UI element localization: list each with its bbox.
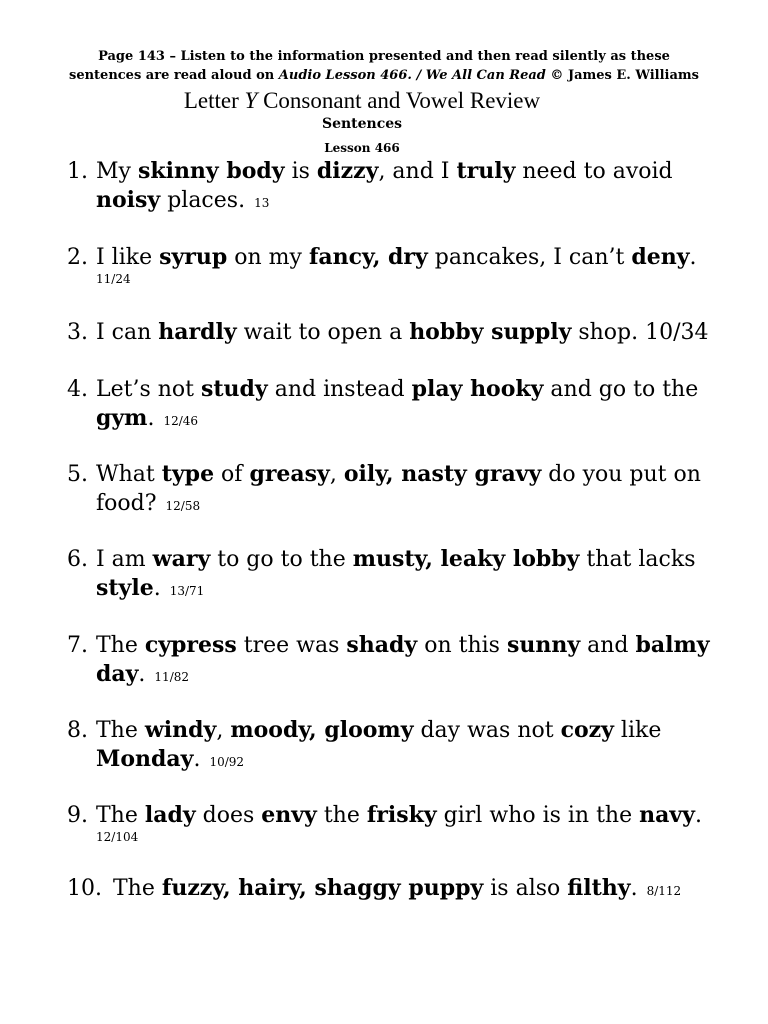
sentence-fragment: The bbox=[96, 633, 145, 658]
sentence-fragment: My bbox=[96, 159, 138, 184]
page-header bbox=[0, 47, 768, 85]
sentence-text bbox=[96, 460, 701, 521]
sentence-fragment: the bbox=[316, 803, 367, 828]
sentence-fragment: . bbox=[193, 747, 201, 772]
sentence-number: 1. bbox=[67, 159, 88, 184]
sentence-line bbox=[96, 545, 696, 574]
sentence-fragment: and go to the bbox=[543, 377, 699, 402]
sentence-line bbox=[96, 745, 661, 777]
bold-word: fuzzy, hairy, shaggy puppy bbox=[161, 875, 484, 901]
bold-word: frisky bbox=[366, 802, 437, 828]
sentence-number: 6. bbox=[67, 547, 88, 572]
bold-word: hobby supply bbox=[409, 319, 572, 345]
title-letter: Y bbox=[244, 88, 258, 113]
sentence-fragment: . bbox=[153, 576, 161, 601]
sentence-fragment: do you put on bbox=[541, 462, 701, 487]
bold-word: fancy, dry bbox=[308, 244, 428, 270]
bold-word: balmy bbox=[635, 632, 710, 658]
title-suffix: Consonant and Vowel Review bbox=[263, 88, 541, 113]
sentence-line bbox=[96, 375, 698, 404]
bold-word: syrup bbox=[159, 244, 228, 270]
sentence-number: 9. bbox=[67, 803, 88, 828]
sentence-text bbox=[96, 157, 673, 218]
sentence-fragment: on this bbox=[417, 633, 507, 658]
sentence-line bbox=[96, 631, 710, 660]
sentence-fragment: of bbox=[214, 462, 250, 487]
sentence-text bbox=[96, 716, 661, 777]
bold-word: deny bbox=[631, 244, 690, 270]
header-line-2 bbox=[0, 66, 768, 85]
sentence-text bbox=[96, 318, 709, 347]
word-count: 10/34 bbox=[645, 320, 709, 345]
sentence-fragment: and instead bbox=[267, 377, 412, 402]
bold-word: greasy bbox=[249, 461, 330, 487]
bold-word: navy bbox=[639, 802, 695, 828]
sentence-fragment: need to avoid bbox=[515, 159, 673, 184]
title-prefix: Letter bbox=[183, 88, 239, 113]
sentence-line bbox=[96, 716, 661, 745]
sentence-fragment: on my bbox=[227, 245, 309, 270]
sentence-fragment: and bbox=[580, 633, 636, 658]
sentence-fragment: pancakes, I can’t bbox=[427, 245, 632, 270]
sentence-line bbox=[96, 404, 698, 436]
sentence-fragment: shop. bbox=[571, 320, 639, 345]
bold-word: cozy bbox=[560, 717, 614, 743]
bold-word: cypress bbox=[144, 632, 237, 658]
bold-word: truly bbox=[456, 158, 516, 184]
sentence-fragment: day was not bbox=[413, 718, 561, 743]
bold-word: play hooky bbox=[411, 376, 544, 402]
sentence-line bbox=[113, 874, 681, 906]
sentence-fragment: I am bbox=[96, 547, 153, 572]
sentence-fragment: is bbox=[284, 159, 317, 184]
sentence-line bbox=[96, 243, 697, 272]
sentence-fragment: The bbox=[96, 803, 145, 828]
sentence-number: 8. bbox=[67, 718, 88, 743]
bold-word: noisy bbox=[96, 187, 161, 213]
word-count: 13/71 bbox=[169, 584, 205, 598]
bold-word: moody, gloomy bbox=[230, 717, 414, 743]
sentence-line bbox=[96, 186, 673, 218]
sentence-fragment: . bbox=[689, 245, 697, 270]
sentence-fragment: The bbox=[113, 876, 162, 901]
sentence-fragment: . bbox=[694, 803, 702, 828]
bold-word: sunny bbox=[506, 632, 581, 658]
bold-word: Monday bbox=[96, 746, 194, 772]
sentence-fragment: The bbox=[96, 718, 145, 743]
bold-word: musty, leaky lobby bbox=[352, 546, 580, 572]
sentence-fragment: , bbox=[329, 462, 344, 487]
word-count: 12/46 bbox=[163, 414, 199, 428]
sentence-fragment: to go to the bbox=[210, 547, 353, 572]
header-line-2-start: sentences are read aloud on bbox=[69, 68, 275, 83]
sentence-line bbox=[96, 660, 710, 692]
sentence-text bbox=[113, 874, 681, 906]
word-count: 12/58 bbox=[165, 499, 201, 513]
sentence-fragment: , bbox=[216, 718, 231, 743]
sentence-fragment: , and I bbox=[378, 159, 457, 184]
sentence-number: 7. bbox=[67, 633, 88, 658]
bold-word: windy bbox=[144, 717, 217, 743]
sentence-number: 2. bbox=[67, 245, 88, 270]
sentence-fragment: Let’s not bbox=[96, 377, 201, 402]
word-count: 11/82 bbox=[154, 670, 190, 684]
sentence-line bbox=[96, 801, 702, 830]
sentence-text bbox=[96, 375, 698, 436]
sentence-text bbox=[96, 545, 696, 606]
sentence-line bbox=[96, 574, 696, 606]
sentence-fragment: is also bbox=[483, 876, 568, 901]
sentence-fragment: . bbox=[138, 662, 146, 687]
sentence-line bbox=[96, 318, 709, 347]
sentence-fragment: tree was bbox=[236, 633, 347, 658]
word-count: 13 bbox=[254, 196, 270, 210]
sentence-number: 10. bbox=[67, 876, 102, 901]
sentence-fragment: What bbox=[96, 462, 162, 487]
sentence-number: 3. bbox=[67, 320, 88, 345]
sentence-line bbox=[96, 489, 701, 521]
bold-word: dizzy bbox=[316, 158, 379, 184]
word-count: 8/112 bbox=[646, 884, 682, 898]
sentence-fragment: . bbox=[630, 876, 638, 901]
sentence-number: 5. bbox=[67, 462, 88, 487]
sentence-fragment: I can bbox=[96, 320, 159, 345]
sentence-fragment: I like bbox=[96, 245, 160, 270]
sentence-text bbox=[96, 631, 710, 692]
page-subtitle: Sentences bbox=[321, 116, 403, 132]
sentence-text bbox=[96, 243, 697, 287]
sentence-fragment: that lacks bbox=[579, 547, 696, 572]
sentence-text bbox=[96, 801, 702, 845]
sentence-line bbox=[96, 157, 673, 186]
bold-word: shady bbox=[346, 632, 418, 658]
page-title bbox=[0, 87, 724, 115]
header-copyright: © James E. Williams bbox=[550, 68, 699, 83]
word-count: 10/92 bbox=[209, 755, 245, 769]
bold-word: oily, nasty gravy bbox=[343, 461, 542, 487]
word-count: 12/104 bbox=[96, 830, 139, 844]
sentence-line bbox=[96, 460, 701, 489]
sentence-fragment: like bbox=[613, 718, 662, 743]
bold-word: filthy bbox=[567, 875, 631, 901]
sentence-fragment: does bbox=[195, 803, 262, 828]
header-audio-lesson: Audio Lesson 466. / We All Can Read bbox=[278, 68, 546, 83]
sentence-fragment: . bbox=[147, 406, 155, 431]
bold-word: envy bbox=[261, 802, 317, 828]
bold-word: skinny body bbox=[137, 158, 285, 184]
sentence-fragment: places. bbox=[160, 188, 246, 213]
sentence-fragment: food? bbox=[96, 491, 157, 516]
word-count: 11/24 bbox=[96, 272, 131, 286]
bold-word: style bbox=[96, 575, 154, 601]
lesson-number: Lesson 466 bbox=[324, 141, 400, 155]
bold-word: gym bbox=[96, 405, 148, 431]
bold-word: day bbox=[96, 661, 139, 687]
bold-word: hardly bbox=[158, 319, 237, 345]
sentence-fragment: girl who is in the bbox=[436, 803, 640, 828]
sentence-number: 4. bbox=[67, 377, 88, 402]
bold-word: type bbox=[161, 461, 215, 487]
header-line-1: Page 143 – Listen to the information presented and then read silently as these bbox=[98, 49, 670, 64]
sentence-fragment: wait to open a bbox=[236, 320, 410, 345]
bold-word: study bbox=[201, 376, 268, 402]
bold-word: wary bbox=[152, 546, 211, 572]
bold-word: lady bbox=[144, 802, 196, 828]
